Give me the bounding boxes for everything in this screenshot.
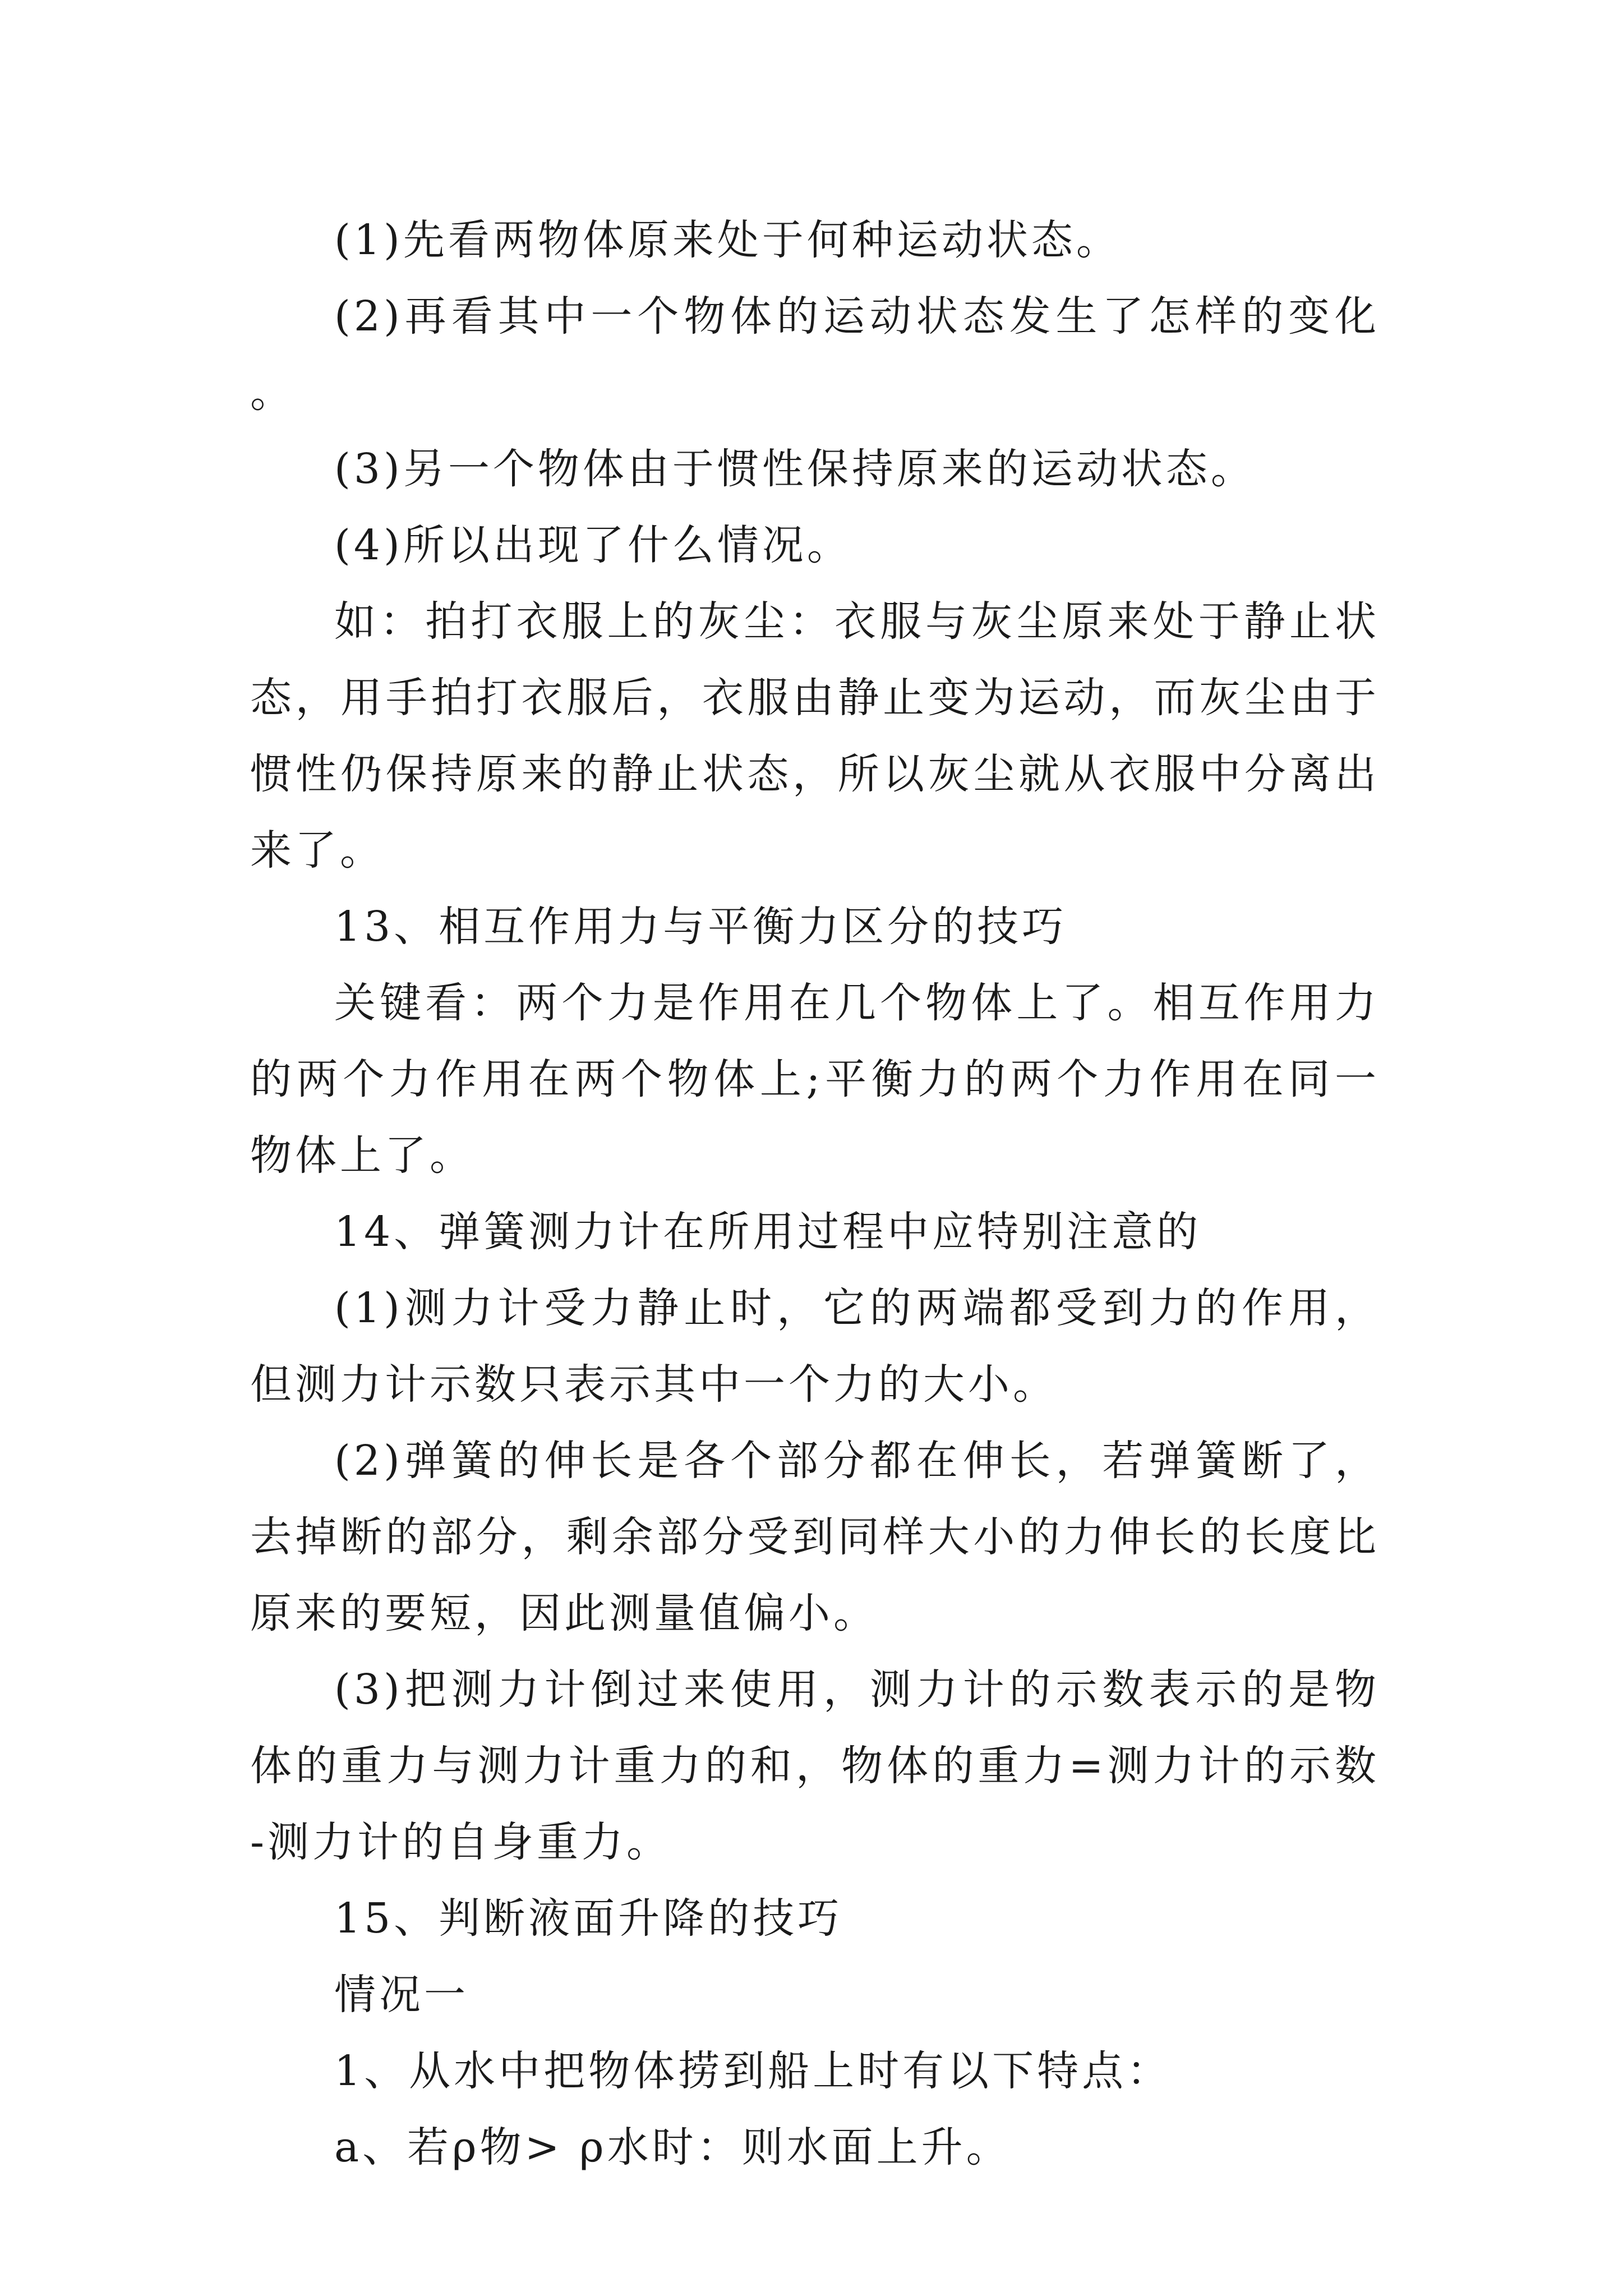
paragraph-gauge-note-2: (2)弹簧的伸长是各个部分都在伸长，若弹簧断了，去掉断的部分，剩余部分受到同样大小的力伸长的长度比原来的要短，因此测量值偏小。 [250, 1437, 1380, 1637]
heading-section-13: 13、相互作用力与平衡力区分的技巧 [334, 903, 1067, 951]
paragraph-case-1-item-a: a、若ρ物> ρ水时：则水面上升。 [334, 2123, 1011, 2171]
heading-section-14: 14、弹簧测力计在所用过程中应特别注意的 [334, 1208, 1202, 1256]
document-body [250, 202, 1380, 2185]
paragraph-key-point: 关键看：两个力是作用在几个物体上了。相互作用力的两个力作用在两个物体上;平衡力的两个力作用在同一物体上了。 [250, 979, 1380, 1180]
heading-section-15: 15、判断液面升降的技巧 [334, 1894, 843, 1943]
paragraph-case-1-item-1: 1、从水中把物体捞到船上时有以下特点： [334, 2047, 1172, 2095]
paragraph-gauge-note-1: (1)测力计受力静止时，它的两端都受到力的作用，但测力计示数只表示其中一个力的大小。 [250, 1284, 1380, 1409]
paragraph-gauge-note-3: (3)把测力计倒过来使用，测力计的示数表示的是物体的重力与测力计重力的和，物体的重力=测力计的示数-测力计的自身重力。 [250, 1665, 1380, 1866]
paragraph-step-1: (1)先看两物体原来处于何种运动状态。 [334, 216, 1121, 264]
subheading-case-1: 情况一 [334, 1971, 469, 2019]
paragraph-dust-example: 如：拍打衣服上的灰尘：衣服与灰尘原来处于静止状态，用手拍打衣服后，衣服由静止变为运动，而灰尘由于惯性仍保持原来的静止状态，所以灰尘就从衣服中分离出来了。 [250, 597, 1380, 875]
paragraph-step-3: (3)另一个物体由于惯性保持原来的运动状态。 [334, 445, 1256, 493]
paragraph-step-4: (4)所以出现了什么情况。 [334, 521, 852, 569]
paragraph-step-2: (2)再看其中一个物体的运动状态发生了怎样的变化。 [250, 292, 1380, 417]
